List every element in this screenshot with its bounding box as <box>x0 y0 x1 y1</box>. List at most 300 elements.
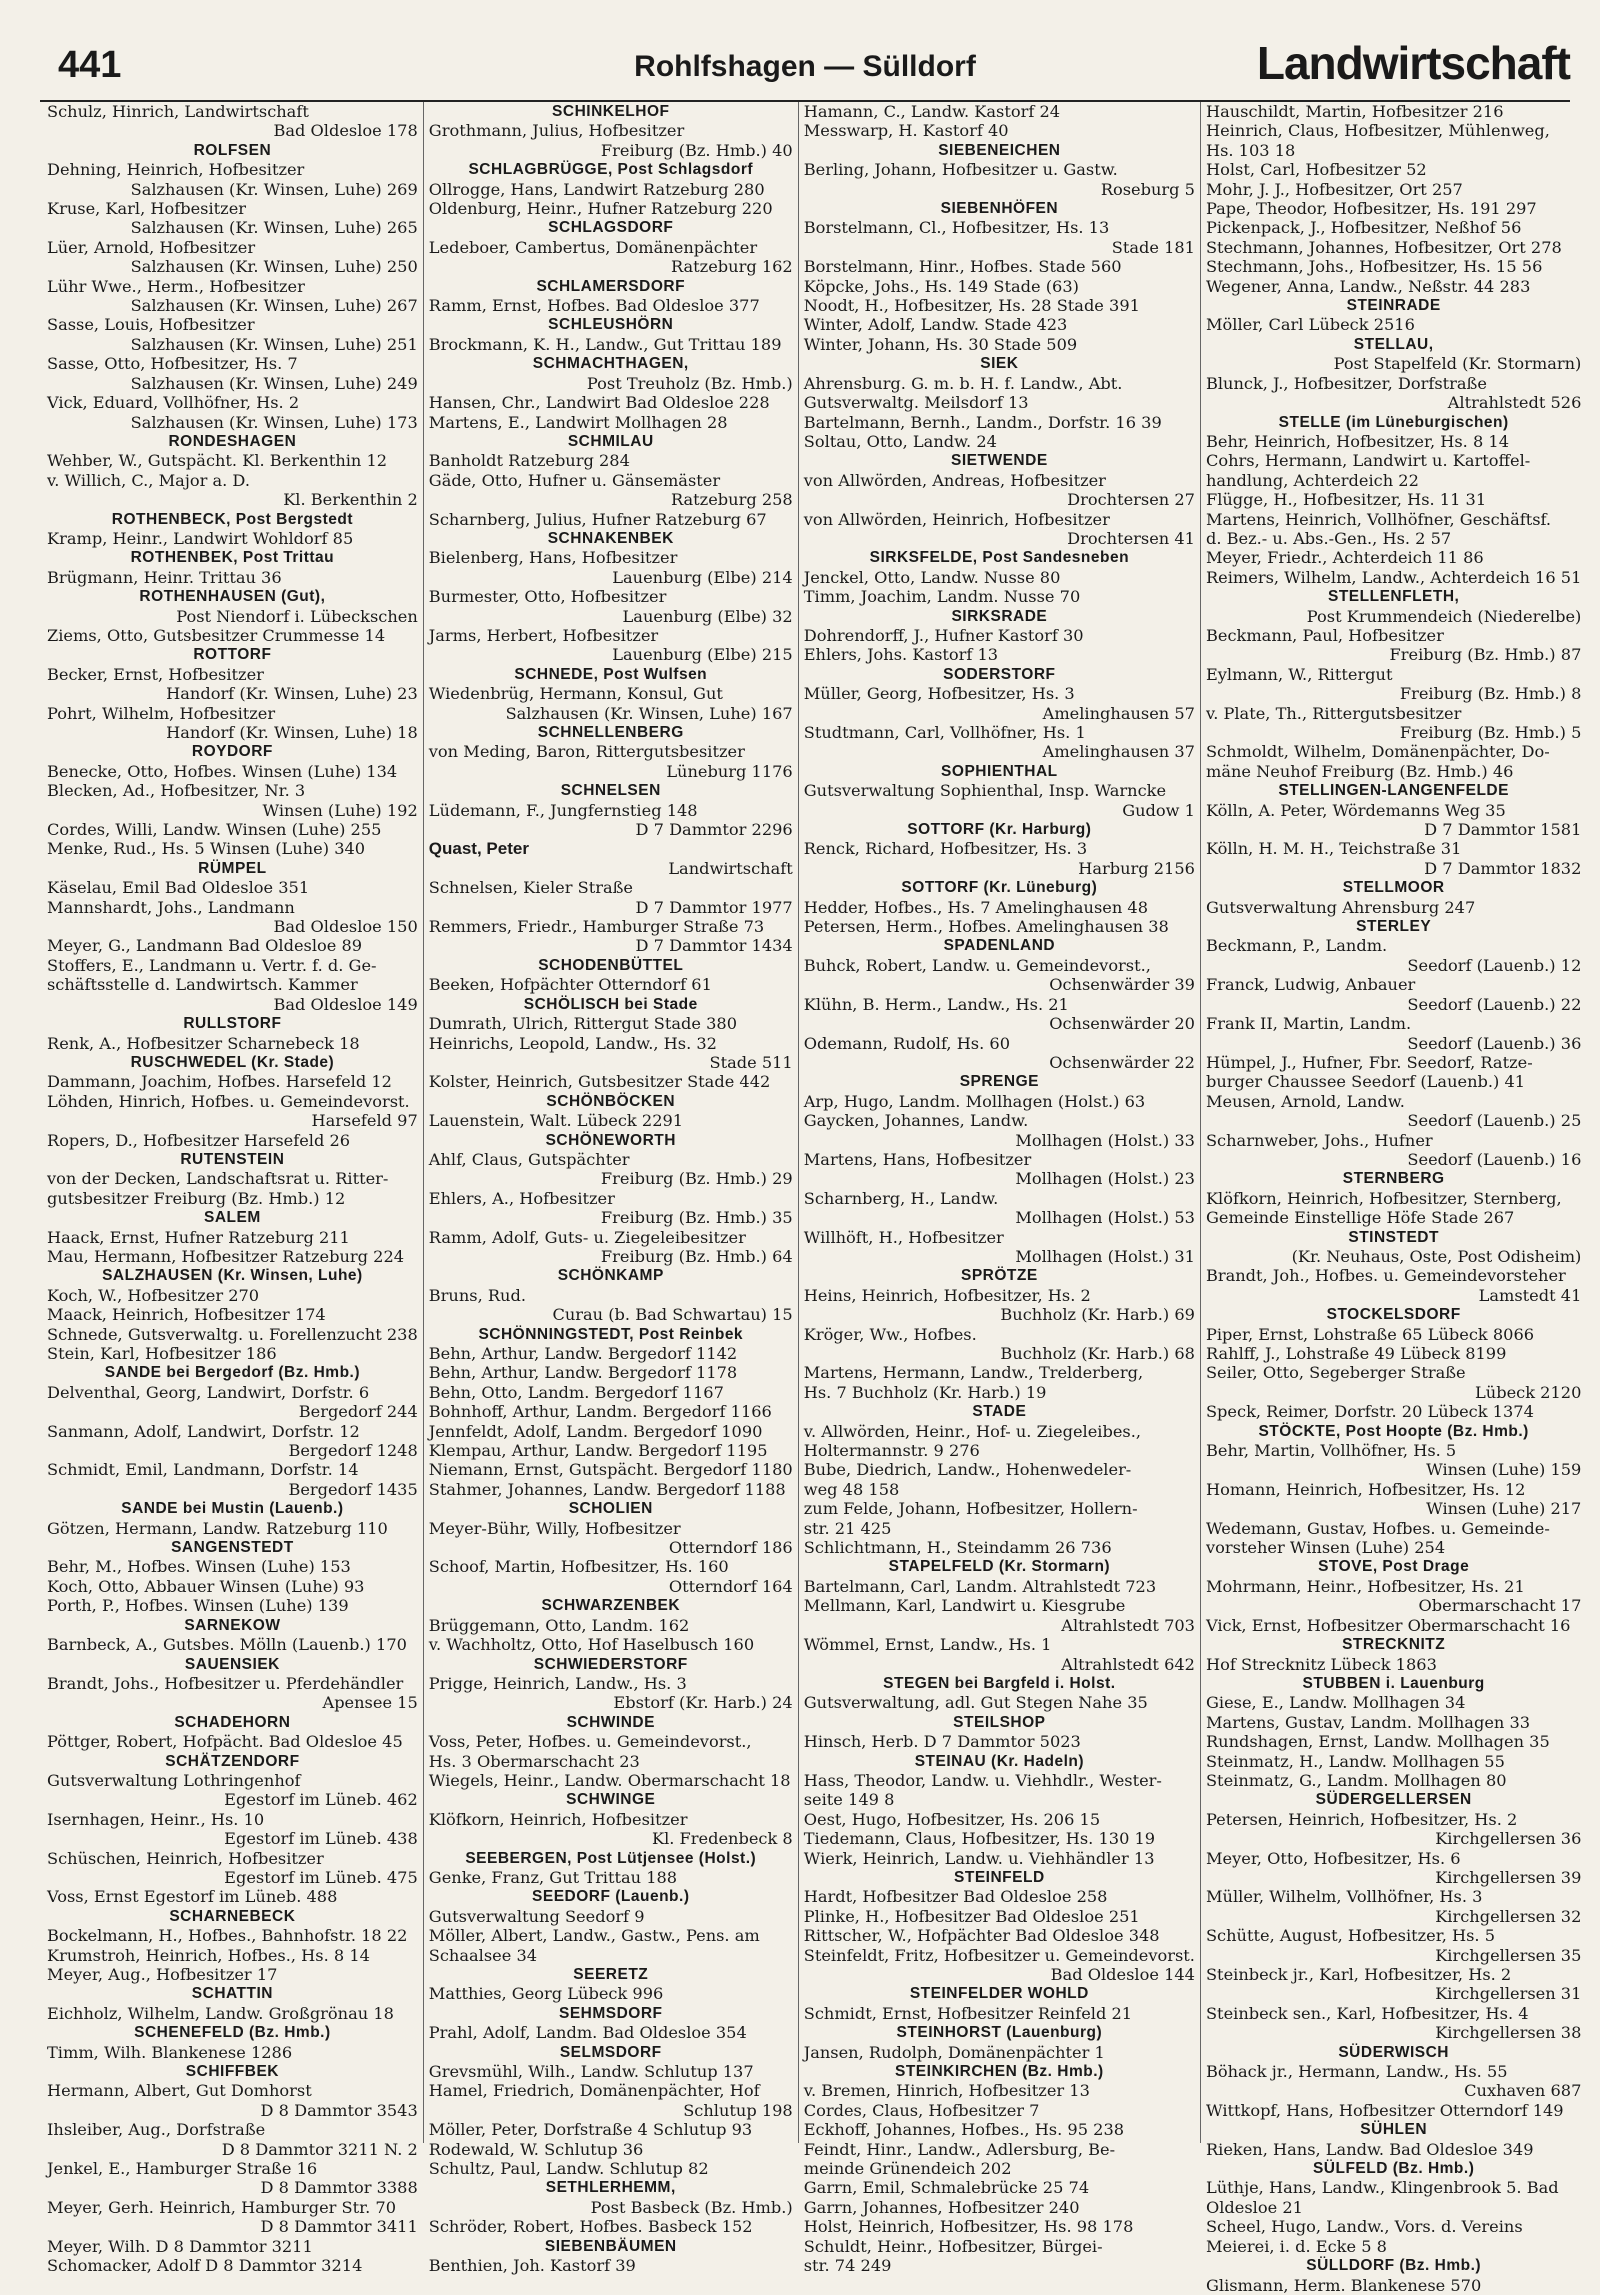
entry-line: Piper, Ernst, Lohstraße 65 Lübeck 8066 <box>1205 1324 1535 1344</box>
entry-line: D 7 Dammtor 2296 <box>635 820 793 840</box>
entry-line: str. 21 425 <box>803 1518 892 1538</box>
entry-line: Rundshagen, Ernst, Landw. Mollhagen 35 <box>1205 1732 1550 1752</box>
place-heading: ROTHENBECK, Post Bergstedt <box>111 510 353 528</box>
entry-line: Curau (b. Bad Schwartau) 15 <box>552 1305 793 1325</box>
entry-line: Becker, Ernst, Hofbesitzer <box>47 664 264 684</box>
place-heading: ROTTORF <box>193 646 272 664</box>
entry-line: Freiburg (Bz. Hmb.) 29 <box>600 1169 793 1189</box>
entry-line: Salzhausen (Kr. Winsen, Luhe) 269 <box>130 179 418 199</box>
entry-line: Heinrichs, Leopold, Landw., Hs. 32 <box>428 1033 717 1053</box>
entry-line: Grothmann, Julius, Hofbesitzer <box>428 121 685 141</box>
entry-line: Müller, Wilhelm, Vollhöfner, Hs. 3 <box>1205 1887 1483 1907</box>
entry-line: Egestorf im Lüneb. 475 <box>224 1867 418 1887</box>
entry-line: Schröder, Robert, Hofbes. Basbeck 152 <box>428 2217 753 2237</box>
place-heading: RONDESHAGEN <box>168 432 297 450</box>
entry-line: zum Felde, Johann, Hofbesitzer, Hollern- <box>803 1499 1138 1519</box>
entry-line: Maack, Heinrich, Hofbesitzer 174 <box>47 1305 326 1325</box>
place-heading: SCHODENBÜTTEL <box>538 956 684 974</box>
entry-line: Schuldt, Heinr., Hofbesitzer, Bürgei- <box>803 2236 1103 2256</box>
entry-line: Cuxhaven 687 <box>1464 2081 1582 2101</box>
place-heading: SCHENEFELD (Bz. Hmb.) <box>134 2024 331 2042</box>
entry-line: Wegener, Anna, Landw., Neßstr. 44 283 <box>1205 276 1531 296</box>
place-heading: SCHÖLISCH bei Stade <box>523 995 698 1013</box>
entry-line: Stechmann, Johs., Hofbesitzer, Hs. 15 56 <box>1205 257 1543 277</box>
entry-line: Seedorf (Lauenb.) 36 <box>1407 1033 1582 1053</box>
entry-line: v. Bremen, Hinrich, Hofbesitzer 13 <box>803 2081 1090 2101</box>
entry-line: Meyer, Wilh. D 8 Dammtor 3211 <box>47 2236 313 2256</box>
entry-line: Schultz, Paul, Landw. Schlutup 82 <box>428 2159 709 2179</box>
place-heading: SOTTORF (Kr. Lüneburg) <box>901 879 1098 897</box>
entry-line: Meyer, Aug., Hofbesitzer 17 <box>47 1965 278 1984</box>
place-heading: STEINRADE <box>1346 297 1441 315</box>
entry-line: Borstelmann, Cl., Hofbesitzer, Hs. 13 <box>803 218 1110 238</box>
entry-line: (Kr. Neuhaus, Oste, Post Odisheim) <box>1291 1246 1582 1266</box>
place-heading: STEINHORST (Lauenburg) <box>896 2024 1103 2042</box>
entry-line: Salzhausen (Kr. Winsen, Luhe) 249 <box>130 373 418 393</box>
section-title: Landwirtschaft <box>1256 37 1570 89</box>
place-heading: SCHADEHORN <box>174 1713 291 1731</box>
entry-line: Salzhausen (Kr. Winsen, Luhe) 250 <box>130 257 418 277</box>
entry-line: Freiburg (Bz. Hmb.) 40 <box>600 140 793 160</box>
place-heading: RULLSTORF <box>183 1015 282 1033</box>
place-heading: STEINFELD <box>954 1868 1045 1886</box>
place-heading: STELLENFLETH, <box>1327 588 1460 606</box>
entry-line: Willhöft, H., Hofbesitzer <box>803 1227 1004 1247</box>
entry-line: Cohrs, Hermann, Landwirt u. Kartoffel- <box>1205 451 1531 471</box>
entry-line: Wömmel, Ernst, Landw., Hs. 1 <box>803 1635 1052 1655</box>
entry-line: Soltau, Otto, Landw. 24 <box>803 431 997 451</box>
entry-line: Ollrogge, Hans, Landwirt Ratzeburg 280 <box>428 179 765 199</box>
place-heading: SELMSDORF <box>559 2043 662 2061</box>
entry-line: Blecken, Ad., Hofbesitzer, Nr. 3 <box>47 781 306 801</box>
entry-line: Böhack jr., Hermann, Landw., Hs. 55 <box>1205 2062 1508 2082</box>
entry-line: Brüggemann, Otto, Landm. 162 <box>428 1615 690 1635</box>
entry-line: Eylmann, W., Rittergut <box>1205 664 1393 684</box>
entry-line: Stade 511 <box>709 1052 793 1072</box>
place-heading: STAPELFELD (Kr. Stormarn) <box>888 1558 1111 1576</box>
entry-line: vorsteher Winsen (Luhe) 254 <box>1205 1538 1446 1558</box>
entry-line: Blunck, J., Hofbesitzer, Dorfstraße <box>1205 373 1487 393</box>
place-heading: SOTTORF (Kr. Harburg) <box>907 821 1092 839</box>
entry-line: Hof Strecknitz Lübeck 1863 <box>1205 1654 1437 1674</box>
entry-line: Isernhagen, Heinr., Hs. 10 <box>47 1809 265 1829</box>
entry-line: Bube, Diedrich, Landw., Hohenwedeler- <box>803 1460 1132 1480</box>
place-heading: SIRKSRADE <box>951 607 1048 625</box>
entry-line: von Allwörden, Heinrich, Hofbesitzer <box>803 509 1110 529</box>
entry-line: Garrn, Johannes, Hofbesitzer 240 <box>803 2197 1080 2217</box>
place-heading: SANDE bei Mustin (Lauenb.) <box>121 1500 344 1518</box>
place-heading: STELLMOOR <box>1342 879 1445 897</box>
entry-line: Schulz, Hinrich, Landwirtschaft <box>47 102 309 121</box>
entry-line: Bergedorf 244 <box>298 1402 418 1422</box>
place-heading: STINSTEDT <box>1348 1228 1439 1246</box>
entry-line: Ehlers, A., Hofbesitzer <box>428 1188 615 1208</box>
entry-line: Kramp, Heinr., Landwirt Wohldorf 85 <box>47 528 354 548</box>
entry-line: Gutsverwaltung, adl. Gut Stegen Nahe 35 <box>803 1693 1148 1713</box>
entry-line: Jenckel, Otto, Landw. Nusse 80 <box>803 567 1061 587</box>
entry-line: Ihsleiber, Aug., Dorfstraße <box>47 2120 266 2140</box>
place-heading: STEINAU (Kr. Hadeln) <box>914 1752 1085 1770</box>
entry-line: Salzhausen (Kr. Winsen, Luhe) 267 <box>130 296 418 316</box>
entry-line: Meyer-Bühr, Willy, Hofbesitzer <box>428 1518 681 1538</box>
entry-line: Matthies, Georg Lübeck 996 <box>428 1984 664 2004</box>
entry-line: Timm, Joachim, Landm. Nusse 70 <box>803 587 1081 607</box>
entry-line: Eichholz, Wilhelm, Landw. Großgrönau 18 <box>47 2003 394 2023</box>
entry-line: Bruns, Rud. <box>428 1285 526 1305</box>
entry-line: Delventhal, Georg, Landwirt, Dorfstr. 6 <box>47 1382 370 1402</box>
column-3 <box>799 102 1201 2276</box>
entry-line: Jansen, Rudolph, Domänenpächter 1 <box>803 2042 1105 2062</box>
place-heading: STELLE (im Lüneburgischen) <box>1278 413 1509 431</box>
place-heading: STERLEY <box>1356 918 1432 936</box>
entry-line: Hamann, C., Landw. Kastorf 24 <box>803 102 1061 121</box>
entry-line: Beeken, Hofpächter Otterndorf 61 <box>428 975 712 995</box>
entry-line: Behr, M., Hofbes. Winsen (Luhe) 153 <box>47 1557 351 1577</box>
entry-line: Remmers, Friedr., Hamburger Straße 73 <box>428 917 765 937</box>
entry-line: v. Allwörden, Heinr., Hof- u. Ziegeleibes., <box>803 1421 1142 1441</box>
entry-line: Martens, Hans, Hofbesitzer <box>803 1149 1032 1169</box>
entry-line: Wierk, Heinrich, Landw. u. Viehhändler 13 <box>803 1848 1155 1868</box>
entry-line: Otterndorf 164 <box>668 1576 793 1596</box>
entry-line: Sasse, Otto, Hofbesitzer, Hs. 7 <box>47 354 298 374</box>
entry-line: Köpcke, Johs., Hs. 149 Stade (63) <box>803 276 1079 296</box>
entry-line: Post Basbeck (Bz. Hmb.) <box>590 2197 793 2217</box>
entry-line: Voss, Ernst Egestorf im Lüneb. 488 <box>47 1887 338 1907</box>
entry-line: Behr, Heinrich, Hofbesitzer, Hs. 8 14 <box>1205 431 1510 451</box>
entry-line: Pöttger, Robert, Hofpächt. Bad Oldesloe 45 <box>47 1732 403 1752</box>
entry-line: Rodewald, W. Schlutup 36 <box>428 2139 644 2159</box>
entry-line: Rieken, Hans, Landw. Bad Oldesloe 349 <box>1205 2139 1534 2159</box>
entry-line: Hs. 7 Buchholz (Kr. Harb.) 19 <box>803 1382 1047 1402</box>
entry-line: str. 74 249 <box>803 2256 892 2276</box>
place-heading: ROLFSEN <box>193 141 272 159</box>
entry-line: Noodt, H., Hofbesitzer, Hs. 28 Stade 391 <box>803 296 1140 316</box>
entry-line: Steinfeldt, Fritz, Hofbesitzer u. Gemeindevorst. <box>803 1945 1195 1965</box>
entry-line: Bergedorf 1435 <box>288 1479 418 1499</box>
place-heading: SCHNELSEN <box>560 782 661 800</box>
entry-line: Apensee 15 <box>322 1693 418 1713</box>
entry-line: Schnelsen, Kieler Straße <box>428 878 634 898</box>
entry-line: D 7 Dammtor 1581 <box>1424 820 1582 840</box>
entry-line: Ebstorf (Kr. Harb.) 24 <box>613 1693 793 1713</box>
entry-line: Burmester, Otto, Hofbesitzer <box>428 587 667 607</box>
entry-line: Kl. Fredenbeck 8 <box>651 1829 793 1849</box>
entry-line: Beckmann, P., Landm. <box>1205 936 1388 956</box>
entry-line: Salzhausen (Kr. Winsen, Luhe) 173 <box>130 412 418 432</box>
entry-line: Rittscher, W., Hofpächter Bad Oldesloe 348 <box>803 1926 1160 1946</box>
entry-line: Hass, Theodor, Landw. u. Viehhdlr., Wester- <box>803 1770 1162 1790</box>
place-heading: SIEBENHÖFEN <box>940 200 1059 218</box>
place-heading: SCHÄTZENDORF <box>165 1752 300 1770</box>
place-heading: STADE <box>972 1403 1027 1421</box>
entry-line: Steinmatz, H., Landw. Mollhagen 55 <box>1205 1751 1505 1771</box>
entry-line: Lüneburg 1176 <box>666 761 793 781</box>
entry-line: Wiegels, Heinr., Landw. Obermarschacht 18 <box>428 1770 791 1790</box>
place-heading: SALZHAUSEN (Kr. Winsen, Luhe) <box>102 1267 363 1285</box>
entry-line: Arp, Hugo, Landm. Mollhagen (Holst.) 63 <box>803 1091 1146 1111</box>
entry-line: Pape, Theodor, Hofbesitzer, Hs. 191 297 <box>1205 199 1537 219</box>
entry-line: Winsen (Luhe) 159 <box>1426 1460 1582 1480</box>
place-heading: SCHOLIEN <box>568 1500 653 1518</box>
entry-line: Hümpel, J., Hufner, Fbr. Seedorf, Ratze- <box>1205 1052 1533 1072</box>
place-heading: SÜLLDORF (Bz. Hmb.) <box>1306 2257 1482 2275</box>
entry-line: Gutsverwaltung Lothringenhof <box>47 1770 301 1790</box>
entry-line: Vick, Eduard, Vollhöfner, Hs. 2 <box>47 393 300 413</box>
place-heading: SCHWIEDERSTORF <box>533 1655 688 1673</box>
place-heading: SCHÖNEWORTH <box>545 1131 676 1149</box>
entry-line: Mollhagen (Holst.) 33 <box>1015 1130 1195 1150</box>
entry-line: Bartelmann, Bernh., Landm., Dorfstr. 16 39 <box>803 412 1162 432</box>
entry-line: mäne Neuhof Freiburg (Bz. Hmb.) 46 <box>1205 761 1514 781</box>
entry-line: D 7 Dammtor 1832 <box>1424 858 1582 878</box>
entry-line: Brandt, Johs., Hofbesitzer u. Pferdehändler <box>47 1673 404 1693</box>
entry-line: Berling, Johann, Hofbesitzer u. Gastw. <box>803 160 1118 180</box>
entry-line: Ropers, D., Hofbesitzer Harsefeld 26 <box>47 1130 351 1150</box>
place-heading: SCHMACHTHAGEN, <box>532 355 689 373</box>
entry-line: Dohrendorff, J., Hufner Kastorf 30 <box>803 625 1084 645</box>
place-heading: SODERSTORF <box>943 665 1056 683</box>
place-heading: STOCKELSDORF <box>1326 1306 1461 1324</box>
place-heading: SÜDERWISCH <box>1338 2043 1449 2061</box>
entry-line: Heins, Heinrich, Hofbesitzer, Hs. 2 <box>803 1285 1091 1305</box>
entry-line: Lüthje, Hans, Landw., Klingenbrook 5. Bad <box>1205 2178 1559 2198</box>
place-heading: STERNBERG <box>1342 1170 1445 1188</box>
entry-line: Holtermannstr. 9 276 <box>803 1441 980 1461</box>
place-heading: SANGENSTEDT <box>171 1539 294 1557</box>
entry-line: Dumrath, Ulrich, Rittergut Stade 380 <box>428 1014 738 1034</box>
entry-line: Gudow 1 <box>1122 800 1195 820</box>
entry-line: Krumstroh, Heinrich, Hofbes., Hs. 8 14 <box>47 1945 370 1965</box>
entry-line: Schmidt, Emil, Landmann, Dorfstr. 14 <box>47 1460 359 1480</box>
entry-line: Ehlers, Johs. Kastorf 13 <box>803 645 999 665</box>
place-heading: RUTENSTEIN <box>180 1150 285 1168</box>
place-heading: SCHARNEBECK <box>169 1907 296 1925</box>
place-heading: SCHLAMERSDORF <box>536 277 686 295</box>
entry-line: Heinrich, Claus, Hofbesitzer, Mühlenweg, <box>1205 121 1550 141</box>
place-heading: SCHWINGE <box>566 1791 656 1809</box>
entry-line: Kirchgellersen 31 <box>1435 1984 1582 2004</box>
entry-line: Bartelmann, Carl, Landm. Altrahlstedt 723 <box>803 1576 1157 1596</box>
entry-line: Stahmer, Johannes, Landw. Bergedorf 1188 <box>428 1479 786 1499</box>
entry-line: Post Niendorf i. Lübeckschen <box>176 606 418 626</box>
entry-line: Lauenburg (Elbe) 215 <box>612 645 793 665</box>
entry-line: Bockelmann, H., Hofbes., Bahnhofstr. 18 22 <box>47 1926 408 1946</box>
entry-line: Möller, Albert, Landw., Gastw., Pens. am <box>428 1926 760 1946</box>
entry-line: Winter, Adolf, Landw. Stade 423 <box>803 315 1068 335</box>
entry-line: Feindt, Hinr., Landw., Adlersburg, Be- <box>803 2139 1116 2159</box>
entry-line: Meyer, Gerh. Heinrich, Hamburger Str. 70 <box>47 2197 397 2217</box>
place-heading: STRECKNITZ <box>1342 1636 1446 1654</box>
entry-line: Holst, Heinrich, Hofbesitzer, Hs. 98 178 <box>803 2217 1134 2237</box>
entry-line: Jarms, Herbert, Hofbesitzer <box>428 625 659 645</box>
page-range-title: Rohlfshagen — Sülldorf <box>634 50 976 83</box>
entry-line: Pickenpack, J., Hofbesitzer, Neßhof 56 <box>1205 218 1522 238</box>
place-heading: STUBBEN i. Lauenburg <box>1302 1674 1485 1692</box>
place-heading: SEERETZ <box>573 1966 649 1983</box>
entry-line: Mohr, J. J., Hofbesitzer, Ort 257 <box>1205 179 1463 199</box>
entry-line: Ochsenwärder 20 <box>1049 1014 1195 1034</box>
place-heading: SPRENGE <box>959 1073 1039 1091</box>
entry-line: v. Plate, Th., Rittergutsbesitzer <box>1205 703 1462 723</box>
place-heading: SIEBENEICHEN <box>938 141 1061 159</box>
entry-line: Lauenburg (Elbe) 214 <box>612 567 793 587</box>
entry-line: Harsefeld 97 <box>311 1111 418 1131</box>
entry-line: Timm, Wilh. Blankenese 1286 <box>47 2042 293 2062</box>
entry-line: Behn, Arthur, Landw. Bergedorf 1142 <box>428 1344 738 1363</box>
place-heading: SCHLEUSHÖRN <box>548 316 674 334</box>
place-heading: SOPHIENTHAL <box>941 762 1058 780</box>
place-heading: SEHMSDORF <box>558 2004 663 2022</box>
entry-line: Schlutup 198 <box>683 2100 793 2120</box>
entry-line: schäftsstelle d. Landwirtsch. Kammer <box>47 975 358 995</box>
place-heading: SCHLAGSDORF <box>548 219 674 237</box>
entry-line: Tiedemann, Claus, Hofbesitzer, Hs. 130 19 <box>803 1829 1156 1849</box>
entry-line: Voss, Peter, Hofbes. u. Gemeindevorst., <box>428 1732 752 1752</box>
entry-line: Brandt, Joh., Hofbes. u. Gemeindevorsteher <box>1205 1266 1566 1286</box>
place-heading: SCHNELLENBERG <box>537 724 684 741</box>
entry-line: Amelinghausen 57 <box>1042 703 1195 723</box>
entry-line: weg 48 158 <box>803 1479 900 1499</box>
entry-line: Bergedorf 1248 <box>288 1441 418 1461</box>
place-heading: SCHNAKENBEK <box>547 529 674 547</box>
entry-line: Hedder, Hofbes., Hs. 7 Amelinghausen 48 <box>803 897 1149 917</box>
entry-line: Wiedenbrüg, Hermann, Konsul, Gut <box>428 684 723 704</box>
entry-line: Ratzeburg 162 <box>670 257 793 277</box>
entry-line: Klöfkorn, Heinrich, Hofbesitzer <box>428 1809 688 1829</box>
entry-line: Schnede, Gutsverwaltg. u. Forellenzucht 238 <box>47 1324 418 1344</box>
entry-line: Hinsch, Herb. D 7 Dammtor 5023 <box>803 1732 1081 1752</box>
entry-line: Hansen, Chr., Landwirt Bad Oldesloe 228 <box>428 393 770 413</box>
place-heading: SCHLAGBRÜGGE, Post Schlagsdorf <box>468 161 754 179</box>
place-heading: SIETWENDE <box>951 452 1048 470</box>
entry-line: Jennfeldt, Adolf, Landm. Bergedorf 1090 <box>428 1421 763 1441</box>
entry-line: Flügge, H., Hofbesitzer, Hs. 11 31 <box>1205 490 1487 510</box>
entry-line: D 8 Dammtor 3388 <box>260 2178 418 2198</box>
entry-line: Cordes, Claus, Hofbesitzer 7 <box>803 2100 1040 2120</box>
entry-line: von Allwörden, Andreas, Hofbesitzer <box>803 470 1106 490</box>
entry-line: Kruse, Karl, Hofbesitzer <box>47 199 247 219</box>
entry-line: Glismann, Herm. Blankenese 570 <box>1205 2275 1482 2295</box>
entry-line: Odemann, Rudolf, Hs. 60 <box>803 1033 1011 1053</box>
place-heading: ROYDORF <box>191 743 273 761</box>
entry-line: Winter, Johann, Hs. 30 Stade 509 <box>803 334 1078 354</box>
entry-line: Mollhagen (Holst.) 31 <box>1015 1246 1195 1266</box>
entry-line: Meierei, i. d. Ecke 5 8 <box>1205 2236 1387 2256</box>
entry-line: Seiler, Otto, Segeberger Straße <box>1205 1363 1466 1383</box>
entry-line: Messwarp, H. Kastorf 40 <box>803 121 1009 141</box>
entry-line: Oldenburg, Heinr., Hufner Ratzeburg 220 <box>428 199 773 219</box>
entry-line: Meyer, G., Landmann Bad Oldesloe 89 <box>47 936 363 956</box>
page-header <box>40 30 1570 102</box>
entry-line: Mannshardt, Johs., Landmann <box>47 897 295 917</box>
directory-columns <box>42 102 1582 2295</box>
place-heading: RUSCHWEDEL (Kr. Stade) <box>130 1053 335 1071</box>
entry-line: Post Stapelfeld (Kr. Stormarn) <box>1333 354 1582 374</box>
entry-line: Käselau, Emil Bad Oldesloe 351 <box>47 878 310 898</box>
place-heading: SÜDERGELLERSEN <box>1315 1791 1472 1809</box>
entry-line: Menke, Rud., Hs. 5 Winsen (Luhe) 340 <box>47 839 366 859</box>
entry-line: Ochsenwärder 39 <box>1049 975 1195 995</box>
entry-line: Lamstedt 41 <box>1478 1285 1582 1305</box>
entry-line: Ochsenwärder 22 <box>1049 1052 1195 1072</box>
entry-line: Gemeinde Einstellige Höfe Stade 267 <box>1205 1208 1515 1228</box>
entry-line: Kirchgellersen 35 <box>1435 1945 1582 1965</box>
entry-line: Freiburg (Bz. Hmb.) 5 <box>1399 723 1582 742</box>
entry-line: Stade 181 <box>1111 237 1195 257</box>
entry-line: Kirchgellersen 39 <box>1435 1867 1582 1887</box>
entry-line: Müller, Georg, Hofbesitzer, Hs. 3 <box>803 684 1075 704</box>
entry-line: Schoof, Martin, Hofbesitzer, Hs. 160 <box>428 1557 729 1577</box>
entry-line: Salzhausen (Kr. Winsen, Luhe) 251 <box>130 334 418 354</box>
entry-line: Oldesloe 21 <box>1205 2197 1303 2217</box>
entry-line: seite 149 8 <box>803 1790 895 1810</box>
entry-line: Barnbeck, A., Gutsbes. Mölln (Lauenb.) 170 <box>47 1635 407 1655</box>
entry-line: Hermann, Albert, Gut Domhorst <box>47 2081 312 2101</box>
entry-line: Landwirtschaft <box>668 858 793 878</box>
place-heading: SÜLFELD (Bz. Hmb.) <box>1312 2160 1475 2178</box>
place-heading: SAUENSIEK <box>184 1655 280 1673</box>
place-heading: SIEBENBÄUMEN <box>544 2237 677 2255</box>
entry-line: Porth, P., Hofbes. Winsen (Luhe) 139 <box>47 1596 349 1616</box>
entry-line: Behn, Arthur, Landw. Bergedorf 1178 <box>428 1363 738 1383</box>
place-heading: SCHÖNNINGSTEDT, Post Reinbek <box>478 1325 744 1343</box>
entry-line: handlung, Achterdeich 22 <box>1205 470 1419 490</box>
entry-line: Lauenstein, Walt. Lübeck 2291 <box>428 1111 684 1131</box>
entry-line: Buchholz (Kr. Harb.) 68 <box>1000 1344 1195 1363</box>
entry-line: Scheel, Hugo, Landw., Vors. d. Vereins <box>1205 2217 1523 2237</box>
entry-line: Freiburg (Bz. Hmb.) 8 <box>1399 684 1582 704</box>
place-heading: SCHÖNBÖCKEN <box>546 1092 676 1110</box>
entry-line: Schütte, August, Hofbesitzer, Hs. 5 <box>1205 1926 1496 1946</box>
entry-line: Schmidt, Ernst, Hofbesitzer Reinfeld 21 <box>803 2003 1133 2023</box>
entry-line: Klöfkorn, Heinrich, Hofbesitzer, Sternberg, <box>1205 1188 1562 1208</box>
entry-line: Hs. 103 18 <box>1205 140 1296 160</box>
entry-line: burger Chaussee Seedorf (Lauenb.) 41 <box>1205 1072 1526 1092</box>
entry-line: Klempau, Arthur, Landw. Bergedorf 1195 <box>428 1441 768 1461</box>
entry-line: Borstelmann, Hinr., Hofbes. Stade 560 <box>803 257 1122 277</box>
entry-line: Ramm, Ernst, Hofbes. Bad Oldesloe 377 <box>428 296 760 316</box>
place-heading: STELLAU, <box>1353 335 1434 353</box>
entry-line: Kirchgellersen 38 <box>1435 2023 1582 2043</box>
entry-line: Sanmann, Adolf, Landwirt, Dorfstr. 12 <box>47 1421 360 1441</box>
entry-line: Jenkel, E., Hamburger Straße 16 <box>47 2159 318 2179</box>
entry-line: Wittkopf, Hans, Hofbesitzer Otterndorf 149 <box>1205 2100 1564 2120</box>
entry-line: Dammann, Joachim, Hofbes. Harsefeld 12 <box>47 1072 392 1092</box>
entry-line: Möller, Peter, Dorfstraße 4 Schlutup 93 <box>428 2120 753 2140</box>
place-heading: STOVE, Post Drage <box>1318 1558 1470 1576</box>
entry-line: Lauenburg (Elbe) 32 <box>622 606 793 626</box>
entry-line: Kirchgellersen 32 <box>1435 1906 1582 1926</box>
entry-line: Bohnhoff, Arthur, Landm. Bergedorf 1166 <box>428 1402 772 1422</box>
entry-line: von der Decken, Landschaftsrat u. Ritter- <box>47 1169 389 1189</box>
entry-line: Buhck, Robert, Landw. u. Gemeindevorst., <box>803 955 1151 975</box>
entry-line: Hardt, Hofbesitzer Bad Oldesloe 258 <box>803 1887 1108 1907</box>
entry-line: Schmoldt, Wilhelm, Domänenpächter, Do- <box>1205 742 1550 762</box>
entry-line: Frank II, Martin, Landm. <box>1205 1014 1412 1034</box>
entry-line: Reimers, Wilhelm, Landw., Achterdeich 16 51 <box>1205 567 1582 587</box>
place-heading: SETHLERHEMM, <box>545 2179 676 2197</box>
entry-line: Bad Oldesloe 178 <box>273 121 418 141</box>
entry-line: Seedorf (Lauenb.) 12 <box>1407 955 1582 975</box>
entry-line: Eckhoff, Johannes, Hofbes., Hs. 95 238 <box>803 2120 1125 2140</box>
entry-line: Meyer, Otto, Hofbesitzer, Hs. 6 <box>1205 1848 1461 1868</box>
entry-line: Seedorf (Lauenb.) 16 <box>1407 1149 1582 1169</box>
entry-line: Kl. Berkenthin 2 <box>283 490 418 510</box>
entry-line: Obermarschacht 17 <box>1418 1596 1582 1616</box>
entry-line: D 7 Dammtor 1977 <box>635 897 793 917</box>
entry-line: Mollhagen (Holst.) 23 <box>1015 1169 1195 1189</box>
entry-line: Meusen, Arnold, Landw. <box>1205 1091 1405 1111</box>
